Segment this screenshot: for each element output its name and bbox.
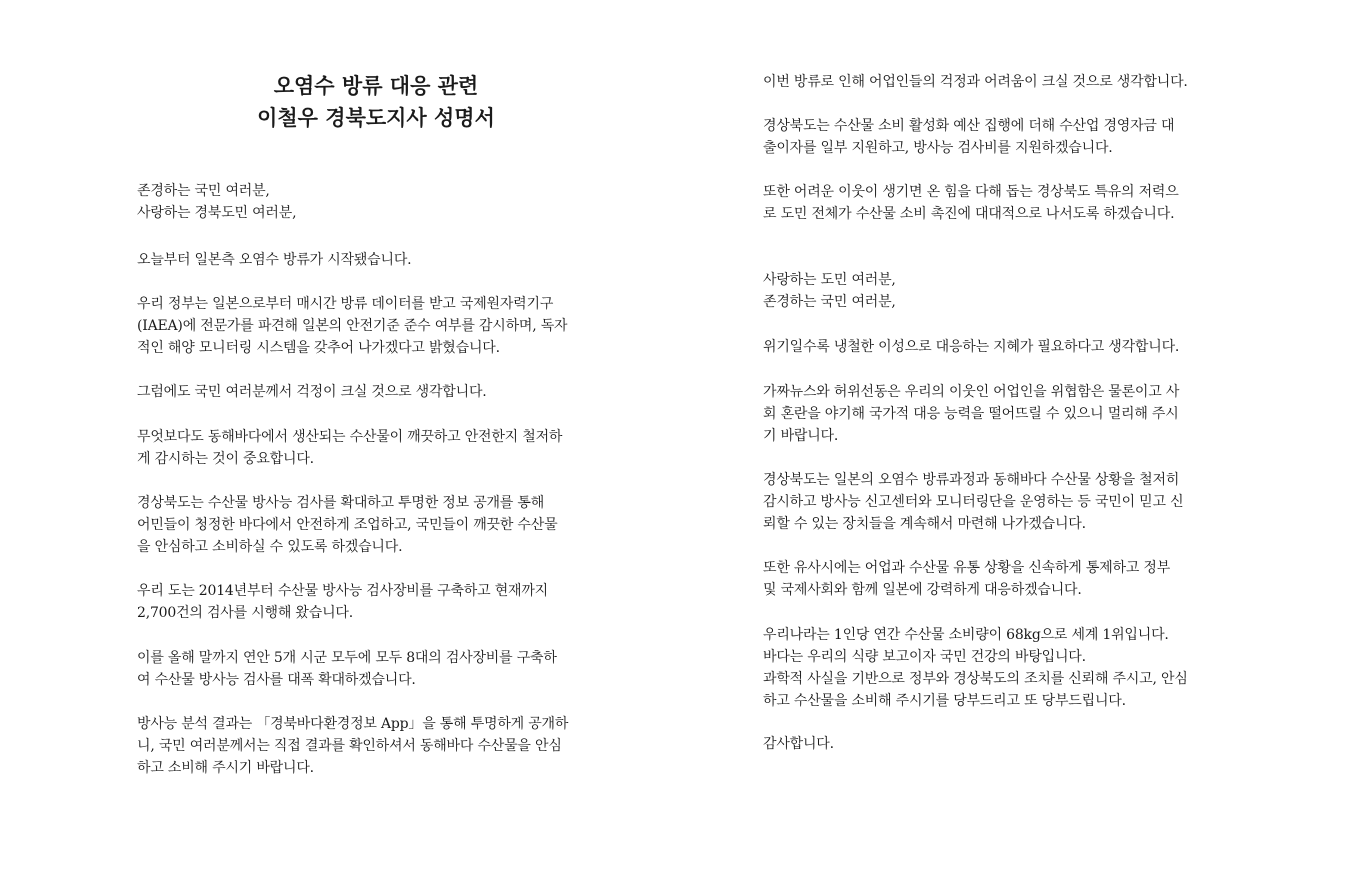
text-line: 우리 정부는 일본으로부터 매시간 방류 데이터를 받고 국제원자력기구 — [137, 296, 554, 312]
text-line: 여 수산물 방사능 검사를 대폭 확대하겠습니다. — [137, 672, 416, 688]
text-line: 이번 방류로 인해 어업인들의 걱정과 어려움이 크실 것으로 생각합니다. — [763, 74, 1188, 90]
text-line: 존경하는 국민 여러분, — [763, 294, 896, 310]
text-line: 로 도민 전체가 수산물 소비 촉진에 대대적으로 나서도록 하겠습니다. — [763, 206, 1175, 222]
left-paragraph — [137, 713, 617, 779]
text-line: 존경하는 국민 여러분, — [137, 183, 270, 199]
text-line: 감시하고 방사능 신고센터와 모니터링단을 운영하는 등 국민이 믿고 신 — [763, 494, 1184, 510]
text-line: 경상북도는 수산물 방사능 검사를 확대하고 투명한 정보 공개를 통해 — [137, 495, 545, 511]
text-line: 무엇보다도 동해바다에서 생산되는 수산물이 깨끗하고 안전한지 철저하 — [137, 429, 563, 445]
text-line: 사랑하는 도민 여러분, — [763, 272, 896, 288]
text-line: 경상북도는 수산물 소비 활성화 예산 집행에 더해 수산업 경영자금 대 — [763, 118, 1175, 134]
left-paragraph — [137, 426, 617, 470]
text-line: 바다는 우리의 식량 보고이자 국민 건강의 바탕입니다. — [763, 649, 1086, 665]
text-line: 기 바랍니다. — [763, 428, 839, 444]
text-line: 적인 해양 모니터링 시스템을 갖추어 나가겠다고 밝혔습니다. — [137, 340, 500, 356]
document-title — [137, 70, 615, 134]
text-line: 방사능 분석 결과는 「경북바다환경정보 App」을 통해 투명하게 공개하 — [137, 716, 569, 732]
text-line: 출이자를 일부 지원하고, 방사능 검사비를 지원하겠습니다. — [763, 140, 1113, 156]
text-line: 또한 어려운 이웃이 생기면 온 힘을 다해 돕는 경상북도 특유의 저력으 — [763, 184, 1179, 200]
text-line: 위기일수록 냉철한 이성으로 대응하는 지혜가 필요하다고 생각합니다. — [763, 339, 1180, 355]
text-line: 감사합니다. — [763, 736, 834, 752]
text-line: 니, 국민 여러분께서는 직접 결과를 확인하셔서 동해바다 수산물을 안심 — [137, 738, 562, 754]
text-line: 게 감시하는 것이 중요합니다. — [137, 451, 314, 467]
text-line: 을 안심하고 소비하실 수 있도록 하겠습니다. — [137, 539, 403, 555]
text-line: 이를 올해 말까지 연안 5개 시군 모두에 모두 8대의 검사장비를 구축하 — [137, 650, 557, 666]
text-line: 가짜뉴스와 허위선동은 우리의 이웃인 어업인을 위협함은 물론이고 사 — [763, 384, 1180, 400]
text-line: 사랑하는 경북도민 여러분, — [137, 205, 297, 221]
right-paragraph — [763, 115, 1243, 159]
left-paragraph — [137, 180, 617, 224]
text-line: 그럼에도 국민 여러분께서 걱정이 크실 것으로 생각합니다. — [137, 384, 487, 400]
text-line: 또한 유사시에는 어업과 수산물 유통 상황을 신속하게 통제하고 정부 — [763, 560, 1171, 576]
right-paragraph — [763, 181, 1243, 225]
title-line-2: 이철우 경북도지사 성명서 — [257, 106, 495, 130]
text-line: 하고 수산물을 소비해 주시기를 당부드리고 또 당부드립니다. — [763, 693, 1126, 709]
left-paragraph — [137, 647, 617, 691]
left-paragraph — [137, 492, 617, 558]
text-line: 뢰할 수 있는 장치들을 계속해서 마련해 나가겠습니다. — [763, 516, 1086, 532]
right-paragraph — [763, 381, 1243, 447]
right-paragraph — [763, 336, 1243, 358]
text-line: 2,700건의 검사를 시행해 왔습니다. — [137, 605, 353, 621]
text-line: 경상북도는 일본의 오염수 방류과정과 동해바다 수산물 상황을 철저히 — [763, 472, 1180, 488]
text-line: 우리나라는 1인당 연간 수산물 소비량이 68kg으로 세계 1위입니다. — [763, 627, 1169, 643]
left-paragraph — [137, 293, 617, 359]
right-paragraph — [763, 624, 1243, 712]
right-paragraph — [763, 269, 1243, 313]
text-line: 하고 소비해 주시기 바랍니다. — [137, 760, 314, 776]
text-line: 우리 도는 2014년부터 수산물 방사능 검사장비를 구축하고 현재까지 — [137, 583, 549, 599]
text-line: 과학적 사실을 기반으로 정부와 경상북도의 조치를 신뢰해 주시고, 안심 — [763, 671, 1188, 687]
right-paragraph — [763, 733, 1243, 755]
left-paragraph — [137, 249, 617, 271]
right-paragraph — [763, 557, 1243, 601]
right-paragraph — [763, 469, 1243, 535]
text-line: 및 국제사회와 함께 일본에 강력하게 대응하겠습니다. — [763, 582, 1082, 598]
text-line: 오늘부터 일본측 오염수 방류가 시작됐습니다. — [137, 252, 412, 268]
text-line: 회 혼란을 야기해 국가적 대응 능력을 떨어뜨릴 수 있으니 멀리해 주시 — [763, 406, 1179, 422]
right-paragraph — [763, 71, 1243, 93]
text-line: (IAEA)에 전문가를 파견해 일본의 안전기준 준수 여부를 감시하며, 독자 — [137, 318, 568, 334]
left-paragraph — [137, 580, 617, 624]
text-line: 어민들이 청정한 바다에서 안전하게 조업하고, 국민들이 깨끗한 수산물 — [137, 517, 558, 533]
title-line-1: 오염수 방류 대응 관련 — [273, 74, 479, 98]
left-paragraph — [137, 381, 617, 403]
